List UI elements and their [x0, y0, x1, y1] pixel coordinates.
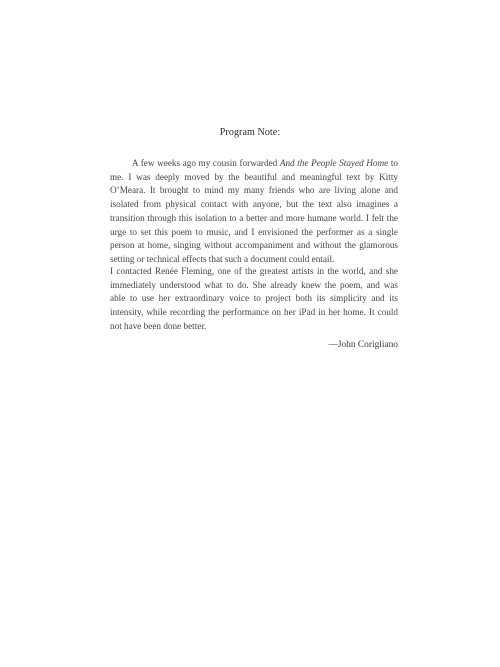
author-signature: —John Corigliano: [328, 340, 398, 350]
paragraph-2: I contacted Renée Fleming, one of the greatest artists in the world, and she immediately understood what to do. She already knew the poem, and was able to use her extraordinary voice to project both its simplicity and its intensity, while recording the performance on her iPad in her home. It could not have been done better.: [110, 266, 398, 331]
paragraph-1-intro: A few weeks ago my cousin forwarded: [132, 158, 280, 168]
work-title: And the People Stayed Home: [279, 158, 389, 168]
page-title: Program Note:: [219, 127, 281, 138]
paragraph-1-rest: to me. I was deeply moved by the beautiful and meaningful text by Kitty O’Meara. It brought to mind my many friends who are living alone and isolated from physical contact with anyone, but the text also imagines a transition through this isolation to a better and more humane world. I felt the urge to set this poem to music, and I envisioned the performer as a single person at home, singing without accompaniment and without the glamorous setting or technical effects that such a document could entail.: [110, 158, 398, 264]
paragraph-1: [110, 157, 398, 267]
